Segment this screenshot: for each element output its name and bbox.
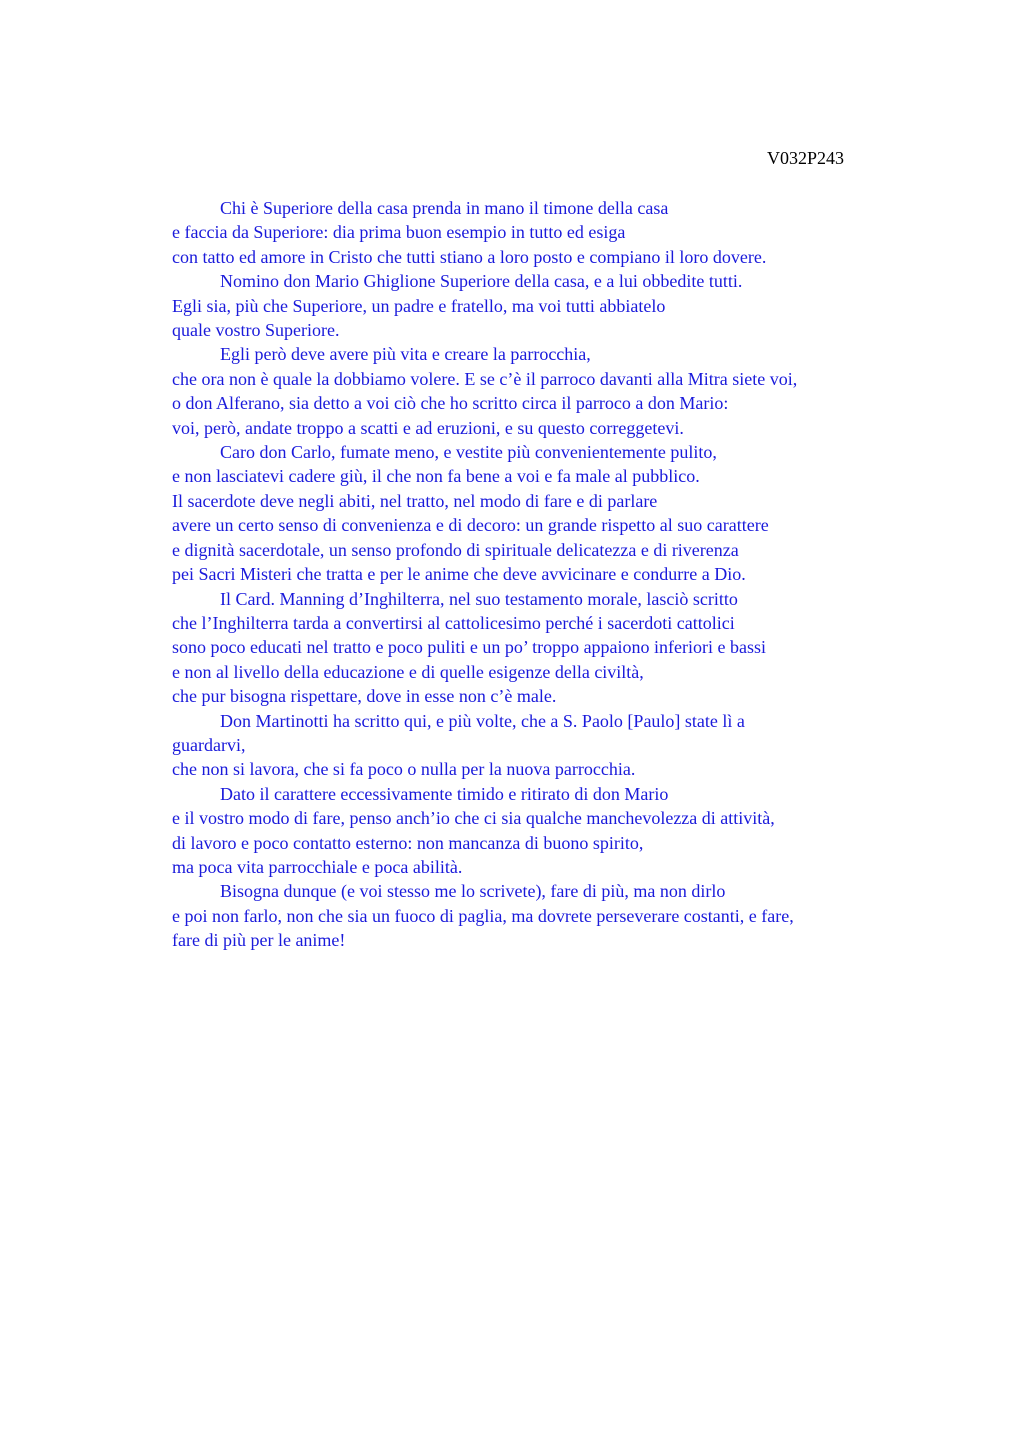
text-line: e faccia da Superiore: dia prima buon esempio in tutto ed esiga bbox=[172, 222, 626, 243]
text-line: e non lasciatevi cadere giù, il che non fa bene a voi e fa male al pubblico. bbox=[172, 466, 700, 487]
text-line: ma poca vita parrocchiale e poca abilità. bbox=[172, 856, 463, 877]
text-line: fare di più per le anime! bbox=[172, 930, 346, 951]
text-line: Il Card. Manning d’Inghilterra, nel suo testamento morale, lasciò scritto bbox=[220, 588, 738, 609]
text-line: voi, però, andate troppo a scatti e ad eruzioni, e su questo correggetevi. bbox=[172, 417, 684, 438]
text-line: di lavoro e poco contatto esterno: non mancanza di buono spirito, bbox=[172, 832, 644, 853]
text-line: Chi è Superiore della casa prenda in mano il timone della casa bbox=[220, 198, 669, 218]
text-line: Il sacerdote deve negli abiti, nel tratto, nel modo di fare e di parlare bbox=[172, 490, 658, 511]
text-line: Egli sia, più che Superiore, un padre e fratello, ma voi tutti abbiatelo bbox=[172, 295, 666, 316]
text-line: Nomino don Mario Ghiglione Superiore della casa, e a lui obbedite tutti. bbox=[220, 271, 743, 292]
text-line: pei Sacri Misteri che tratta e per le anime che deve avvicinare e condurre a Dio. bbox=[172, 564, 746, 585]
text-line: quale vostro Superiore. bbox=[172, 320, 340, 341]
text-line: che l’Inghilterra tarda a convertirsi al cattolicesimo perché i sacerdoti cattolici bbox=[172, 612, 735, 633]
text-line: che non si lavora, che si fa poco o nulla per la nuova parrocchia. bbox=[172, 759, 636, 780]
page-identifier: V032P243 bbox=[766, 148, 844, 168]
text-line: e il vostro modo di fare, penso anch’io che ci sia qualche manchevolezza di attività, bbox=[172, 808, 775, 829]
text-line: e dignità sacerdotale, un senso profondo di spirituale delicatezza e di riverenza bbox=[172, 539, 739, 560]
text-line: che ora non è quale la dobbiamo volere. E se c’è il parroco davanti alla Mitra siete voi, bbox=[172, 368, 798, 389]
text-line: e non al livello della educazione e di quelle esigenze della civiltà, bbox=[172, 661, 644, 682]
text-line: Caro don Carlo, fumate meno, e vestite più convenientemente pulito, bbox=[220, 442, 717, 463]
text-line: Egli però deve avere più vita e creare la parrocchia, bbox=[220, 344, 591, 365]
text-line: avere un certo senso di convenienza e di decoro: un grande rispetto al suo carattere bbox=[172, 515, 769, 536]
text-line: sono poco educati nel tratto e poco puliti e un po’ troppo appaiono inferiori e bassi bbox=[172, 637, 767, 658]
text-line: Bisogna dunque (e voi stesso me lo scrivete), fare di più, ma non dirlo bbox=[220, 881, 726, 902]
text-line: e poi non farlo, non che sia un fuoco di paglia, ma dovrete perseverare costanti, e fare, bbox=[172, 905, 794, 926]
text-line: con tatto ed amore in Cristo che tutti stiano a loro posto e compiano il loro dovere. bbox=[172, 246, 767, 267]
text-line: che pur bisogna rispettare, dove in esse non c’è male. bbox=[172, 686, 557, 707]
text-line: guardarvi, bbox=[172, 734, 246, 755]
text-line: o don Alferano, sia detto a voi ciò che ho scritto circa il parroco a don Mario: bbox=[172, 393, 729, 414]
text-line: Dato il carattere eccessivamente timido e ritirato di don Mario bbox=[220, 783, 669, 804]
text-line: Don Martinotti ha scritto qui, e più volte, che a S. Paolo [Paulo] state lì a bbox=[220, 710, 745, 731]
letter-body bbox=[172, 196, 902, 953]
